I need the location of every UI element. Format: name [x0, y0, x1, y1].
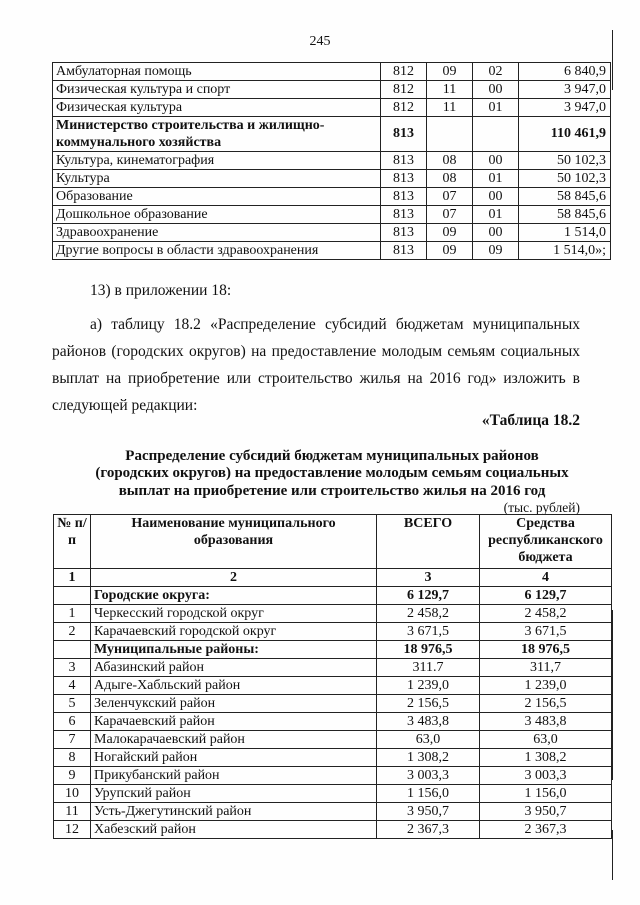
row-name: Культура, кинематография: [53, 152, 381, 170]
amendment-text-line-2: районов (городских округов) на предоставление молодым семьям социальных: [52, 343, 580, 360]
row-name: Культура: [53, 170, 381, 188]
republican-amount: 6 129,7: [480, 587, 612, 605]
table-row: [54, 659, 612, 677]
section-code: 08: [427, 152, 473, 170]
republican-amount: 1 156,0: [480, 785, 612, 803]
ministry-code: 813: [381, 206, 427, 224]
section-code: 09: [427, 63, 473, 81]
table-row: [54, 731, 612, 749]
row-number: [54, 641, 91, 659]
section-code: 09: [427, 224, 473, 242]
row-name: Муниципальные районы:: [91, 641, 377, 659]
row-number: 10: [54, 785, 91, 803]
republican-amount: 3 483,8: [480, 713, 612, 731]
section-code: [427, 117, 473, 152]
row-number: 11: [54, 803, 91, 821]
table-row: [54, 605, 612, 623]
column-index-row: [54, 569, 612, 587]
republican-amount: 2 367,3: [480, 821, 612, 839]
amount: 1 514,0»;: [519, 242, 611, 260]
column-index: 4: [480, 569, 612, 587]
subsidy-distribution-table: [53, 514, 612, 839]
section-code: 11: [427, 81, 473, 99]
subsection-code: 02: [473, 63, 519, 81]
total-amount: 1 308,2: [377, 749, 480, 767]
amendment-text-line-3: выплат на приобретение или строительство жилья на 2016 год» изложить в: [52, 370, 580, 387]
table-row: [54, 821, 612, 839]
table-row: [53, 224, 611, 242]
table-row: [54, 803, 612, 821]
header-number: № п/п: [54, 515, 91, 569]
table-row: [54, 713, 612, 731]
ministry-code: 813: [381, 224, 427, 242]
amendment-text-line-4: следующей редакции:: [52, 397, 198, 414]
amount: 58 845,6: [519, 188, 611, 206]
section-code: 11: [427, 99, 473, 117]
header-name: Наименование муниципального образования: [91, 515, 377, 569]
page-number: 245: [309, 34, 331, 49]
column-index: 1: [54, 569, 91, 587]
row-number: 1: [54, 605, 91, 623]
row-name: Хабезский район: [91, 821, 377, 839]
row-name: Министерство строительства и жилищно-коммунального хозяйства: [53, 117, 381, 152]
ministry-code: 813: [381, 188, 427, 206]
row-name: Образование: [53, 188, 381, 206]
ministry-code: 813: [381, 170, 427, 188]
subsection-code: 00: [473, 224, 519, 242]
republican-amount: 3 950,7: [480, 803, 612, 821]
table-row: [54, 677, 612, 695]
row-number: 3: [54, 659, 91, 677]
row-number: 7: [54, 731, 91, 749]
margin-line: [612, 30, 613, 90]
table-row: [53, 206, 611, 224]
row-name: Прикубанский район: [91, 767, 377, 785]
total-amount: 6 129,7: [377, 587, 480, 605]
table-header-row: [54, 515, 612, 569]
section-code: 07: [427, 206, 473, 224]
total-amount: 2 458,2: [377, 605, 480, 623]
table-row: [53, 81, 611, 99]
header-republican-budget: Средства республиканского бюджета: [480, 515, 612, 569]
section-code: 09: [427, 242, 473, 260]
section-code: 07: [427, 188, 473, 206]
ministry-code: 813: [381, 117, 427, 152]
subsection-code: 01: [473, 170, 519, 188]
table-row: [53, 63, 611, 81]
header-total: ВСЕГО: [377, 515, 480, 569]
ministry-code: 813: [381, 152, 427, 170]
row-number: 8: [54, 749, 91, 767]
table-title-line-1: Распределение субсидий бюджетам муниципальных районов: [125, 448, 539, 464]
amount: 3 947,0: [519, 99, 611, 117]
row-name: Здравоохранение: [53, 224, 381, 242]
subsection-code: 00: [473, 81, 519, 99]
expenditure-table: [52, 62, 611, 260]
total-amount: 63,0: [377, 731, 480, 749]
table-row: [54, 623, 612, 641]
row-number: 9: [54, 767, 91, 785]
amount: 1 514,0: [519, 224, 611, 242]
row-name: Дошкольное образование: [53, 206, 381, 224]
total-amount: 3 950,7: [377, 803, 480, 821]
total-amount: 2 156,5: [377, 695, 480, 713]
republican-amount: 1 239,0: [480, 677, 612, 695]
row-name: Ногайский район: [91, 749, 377, 767]
table-row: [53, 152, 611, 170]
row-name: Карачаевский городской округ: [91, 623, 377, 641]
row-name: Абазинский район: [91, 659, 377, 677]
row-number: 4: [54, 677, 91, 695]
republican-amount: 2 458,2: [480, 605, 612, 623]
appendix-item: 13) в приложении 18:: [90, 282, 232, 299]
group-row: [54, 587, 612, 605]
table-row: [54, 695, 612, 713]
table-row: [54, 785, 612, 803]
ministry-code: 812: [381, 81, 427, 99]
row-name: Урупский район: [91, 785, 377, 803]
margin-line: [612, 830, 613, 880]
republican-amount: 2 156,5: [480, 695, 612, 713]
margin-line: [612, 610, 613, 780]
total-amount: 3 671,5: [377, 623, 480, 641]
table-label: «Таблица 18.2: [481, 412, 580, 429]
row-name: Карачаевский район: [91, 713, 377, 731]
subsection-code: 01: [473, 99, 519, 117]
amount: 3 947,0: [519, 81, 611, 99]
subsection-code: 00: [473, 152, 519, 170]
amount: 110 461,9: [519, 117, 611, 152]
row-name: Амбулаторная помощь: [53, 63, 381, 81]
republican-amount: 311,7: [480, 659, 612, 677]
table-row: [53, 170, 611, 188]
total-amount: 3 003,3: [377, 767, 480, 785]
republican-amount: 18 976,5: [480, 641, 612, 659]
table-row: [53, 99, 611, 117]
republican-amount: 3 003,3: [480, 767, 612, 785]
table-row: [53, 188, 611, 206]
ministry-code: 813: [381, 242, 427, 260]
row-name: Физическая культура и спорт: [53, 81, 381, 99]
column-index: 2: [91, 569, 377, 587]
ministry-code: 812: [381, 63, 427, 81]
amendment-text-line-1: а) таблицу 18.2 «Распределение субсидий бюджетам муниципальных: [90, 316, 580, 333]
row-number: 6: [54, 713, 91, 731]
row-name: Черкесский городской округ: [91, 605, 377, 623]
row-name: Зеленчукский район: [91, 695, 377, 713]
row-number: 5: [54, 695, 91, 713]
amount: 6 840,9: [519, 63, 611, 81]
table-row: [54, 767, 612, 785]
total-amount: 18 976,5: [377, 641, 480, 659]
table-row: [53, 242, 611, 260]
row-name: Городские округа:: [91, 587, 377, 605]
units-label: (тыс. рублей): [503, 500, 580, 515]
column-index: 3: [377, 569, 480, 587]
row-name: Усть-Джегутинский район: [91, 803, 377, 821]
ministry-code: 812: [381, 99, 427, 117]
subsection-code: 09: [473, 242, 519, 260]
total-amount: 311.7: [377, 659, 480, 677]
table-title-line-2: (городских округов) на предоставление молодым семьям социальных: [95, 465, 569, 481]
row-name: Другие вопросы в области здравоохранения: [53, 242, 381, 260]
amount: 50 102,3: [519, 152, 611, 170]
total-amount: 3 483,8: [377, 713, 480, 731]
row-number: 12: [54, 821, 91, 839]
table-row: [53, 117, 611, 152]
republican-amount: 63,0: [480, 731, 612, 749]
row-number: [54, 587, 91, 605]
subsection-code: 00: [473, 188, 519, 206]
amount: 58 845,6: [519, 206, 611, 224]
total-amount: 2 367,3: [377, 821, 480, 839]
amount: 50 102,3: [519, 170, 611, 188]
row-name: Малокарачаевский район: [91, 731, 377, 749]
subsection-code: 01: [473, 206, 519, 224]
subsection-code: [473, 117, 519, 152]
table-title-line-3: выплат на приобретение или строительство жилья на 2016 год: [118, 483, 546, 499]
row-name: Физическая культура: [53, 99, 381, 117]
republican-amount: 3 671,5: [480, 623, 612, 641]
table-row: [54, 749, 612, 767]
total-amount: 1 239,0: [377, 677, 480, 695]
row-number: 2: [54, 623, 91, 641]
row-name: Адыге-Хабльский район: [91, 677, 377, 695]
section-code: 08: [427, 170, 473, 188]
group-row: [54, 641, 612, 659]
total-amount: 1 156,0: [377, 785, 480, 803]
republican-amount: 1 308,2: [480, 749, 612, 767]
